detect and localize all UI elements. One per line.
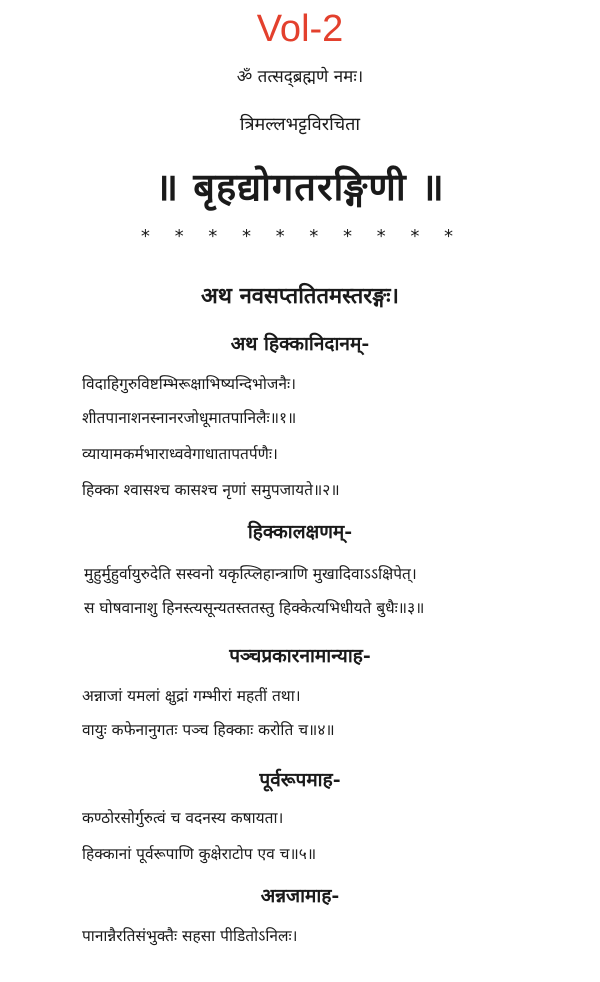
verse-line: वायुः कफेनानुगतः पञ्च हिक्काः करोति च॥४॥ [82, 721, 335, 739]
invocation-line: ॐ तत्सद्ब्रह्मणे नमः। [236, 67, 364, 87]
volume-label: Vol-2 [256, 8, 344, 50]
verse-line: कण्ठोरसोर्गुरुत्वं च वदनस्य कषायता। [82, 809, 284, 827]
chapter-title: अथ नवसप्ततितमस्तरङ्गः। [201, 283, 399, 309]
verse-line: व्यायामकर्मभाराध्ववेगाधातापतर्पणैः। [82, 445, 278, 463]
verse-line: हिक्कानां पूर्वरूपाणि कुक्षेराटोप एव च॥५॥ [82, 845, 317, 863]
verse-line: शीतपानाशनस्नानरजोधूमातपानिलैः॥१॥ [82, 409, 297, 427]
verse-line: हिक्का श्वासश्च कासश्च नृणां समुपजायते॥२॥ [82, 481, 340, 499]
section-heading-pancha-prakara: पञ्चप्रकारनामान्याह- [229, 645, 371, 667]
verse-line: अन्नाजां यमलां क्षुद्रां गम्भीरां महतीं तथा। [82, 687, 301, 705]
verse-line: विदाहिगुरुविष्टम्भिरूक्षाभिष्यन्दिभोजनैः। [82, 375, 296, 393]
book-title: ॥ बृहद्योगतरङ्गिणी ॥ [155, 164, 445, 209]
verse-line: मुहुर्मुहुर्वायुरुदेति सस्वनो यकृत्प्लिहान्त्राणि मुखादिवाऽऽक्षिपेत्। [84, 565, 417, 583]
section-heading-hikka-lakshana: हिक्कालक्षणम्- [247, 521, 353, 543]
section-heading-purvarupa: पूर्वरूपमाह- [259, 769, 341, 791]
section-heading-annaja: अन्नजामाह- [260, 885, 340, 907]
verse-line: पानान्नैरतिसंभुक्तैः सहसा पीडितोऽनिलः। [82, 927, 298, 945]
author-line: त्रिमल्लभट्टविरचिता [239, 114, 361, 135]
section-heading-hikka-nidana: अथ हिक्कानिदानम्- [230, 333, 370, 355]
star-separator: * * * * * * * * * * [140, 226, 460, 247]
verse-line: स घोषवानाशु हिनस्त्यसून्यतस्ततस्तु हिक्केत्यभिधीयते बुधैः॥३॥ [84, 599, 425, 617]
